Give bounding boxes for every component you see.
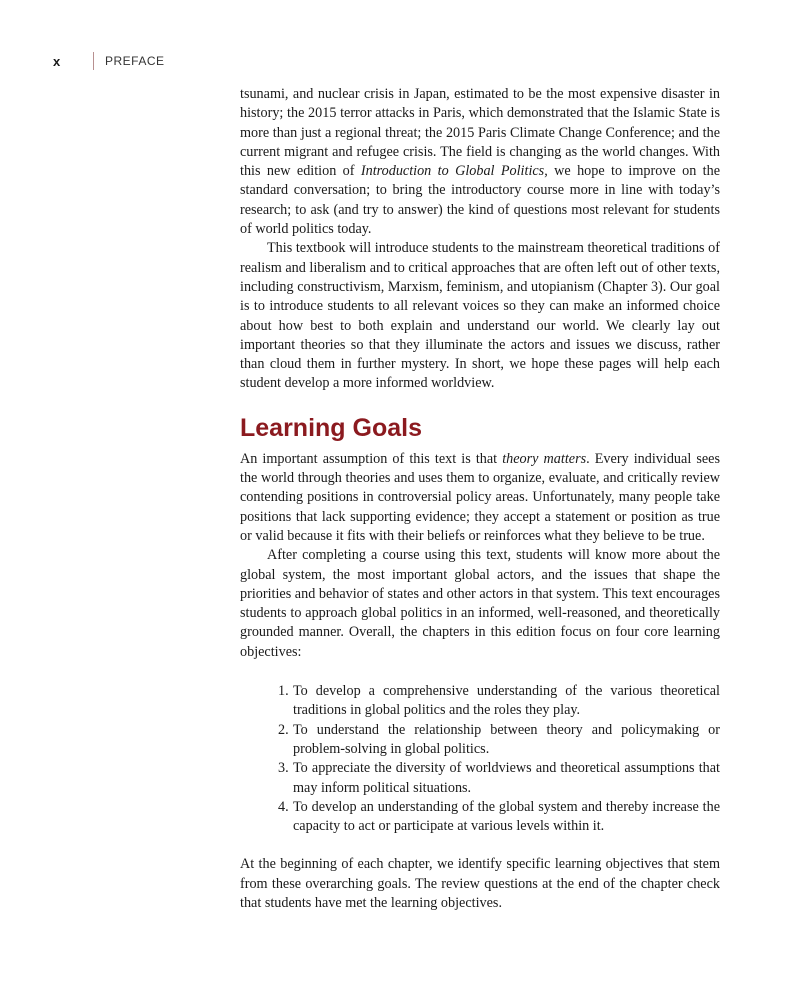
emphasis-text: theory matters — [502, 450, 587, 467]
list-item — [278, 798, 720, 837]
list-item-number: 2. — [278, 721, 289, 738]
list-item-text: To understand the relationship between theory and policymaking or problem-solving in global politics. — [293, 721, 720, 757]
list-item — [278, 759, 720, 798]
body-paragraph: At the beginning of each chapter, we identify specific learning objectives that stem from these overarching goals. The review questions at the end of the chapter check that students have met the learning objectives. — [240, 856, 720, 911]
objectives-list — [240, 682, 720, 836]
running-head: PREFACE — [105, 54, 165, 68]
list-item-number: 4. — [278, 798, 289, 815]
page-number: x — [53, 53, 61, 69]
list-item-number: 1. — [278, 683, 289, 700]
list-item — [278, 721, 720, 760]
list-item-text: To develop a comprehensive understanding of the various theoretical traditions in global politics and the roles they play. — [293, 683, 720, 719]
body-paragraph: After completing a course using this text, students will know more about the global system, the most important global actors, and the issues that shape the priorities and behavior of states and other actors in that system. This text encourages students to approach global politics in an informed, well-reasoned, and theoretically grounded manner. Overall, the chapters in this edition focus on four core learning objectives: — [240, 547, 720, 660]
body-paragraph: This textbook will introduce students to the mainstream theoretical traditions of realism and liberalism and to critical approaches that are often left out of other texts, including constructivism, Marxism, feminism, and utopianism (Chapter 3). Our goal is to introduce students to all relevant voices so they can make an informed choice about how best to both explain and understand our world. We clearly lay out important theories so that they illuminate the actors and issues we discuss, rather than cloud them in further mystery. In short, we hope these pages will help each student develop a more informed worldview. — [240, 240, 720, 392]
body-paragraph — [240, 450, 720, 546]
list-item — [278, 682, 720, 721]
page-content — [240, 85, 720, 913]
body-paragraph — [240, 85, 720, 239]
paragraph-text: An important assumption of this text is that — [240, 450, 503, 467]
list-item-text: To appreciate the diversity of worldviews and theoretical assumptions that may inform political situations. — [293, 760, 720, 796]
section-heading: Learning Goals — [240, 413, 422, 442]
paragraph-text: . Every individual sees the world through theories and uses them to organize, evaluate, and critically review contending positions in controversial policy areas. Unfortunately, many people take positions that lack supporting evidence; they accept a statement or position as true or valid because it fits with their beliefs or reinforces what they believe to be true. — [240, 450, 720, 544]
page-header — [53, 53, 165, 69]
list-item-number: 3. — [278, 760, 289, 777]
paragraph-text: tsunami, and nuclear crisis in Japan, estimated to be the most expensive disaster in history; the 2015 terror attacks in Paris, which demonstrated that the Islamic State is more than just a regional threat; the 2015 Paris Climate Change Conference; and the current migrant and refugee crisis. The field is changing as the world changes. With this new edition of — [240, 86, 720, 180]
book-title: Introduction to Global Politics — [360, 163, 545, 180]
paragraph-text: , we hope to improve on the standard conversation; to bring the introductory course more in line with today’s research; to ask (and try to answer) the kind of questions most relevant for students of world politics today. — [240, 163, 720, 238]
list-item-text: To develop an understanding of the global system and thereby increase the capacity to act or participate at various levels within it. — [293, 798, 720, 835]
header-divider — [93, 52, 94, 70]
